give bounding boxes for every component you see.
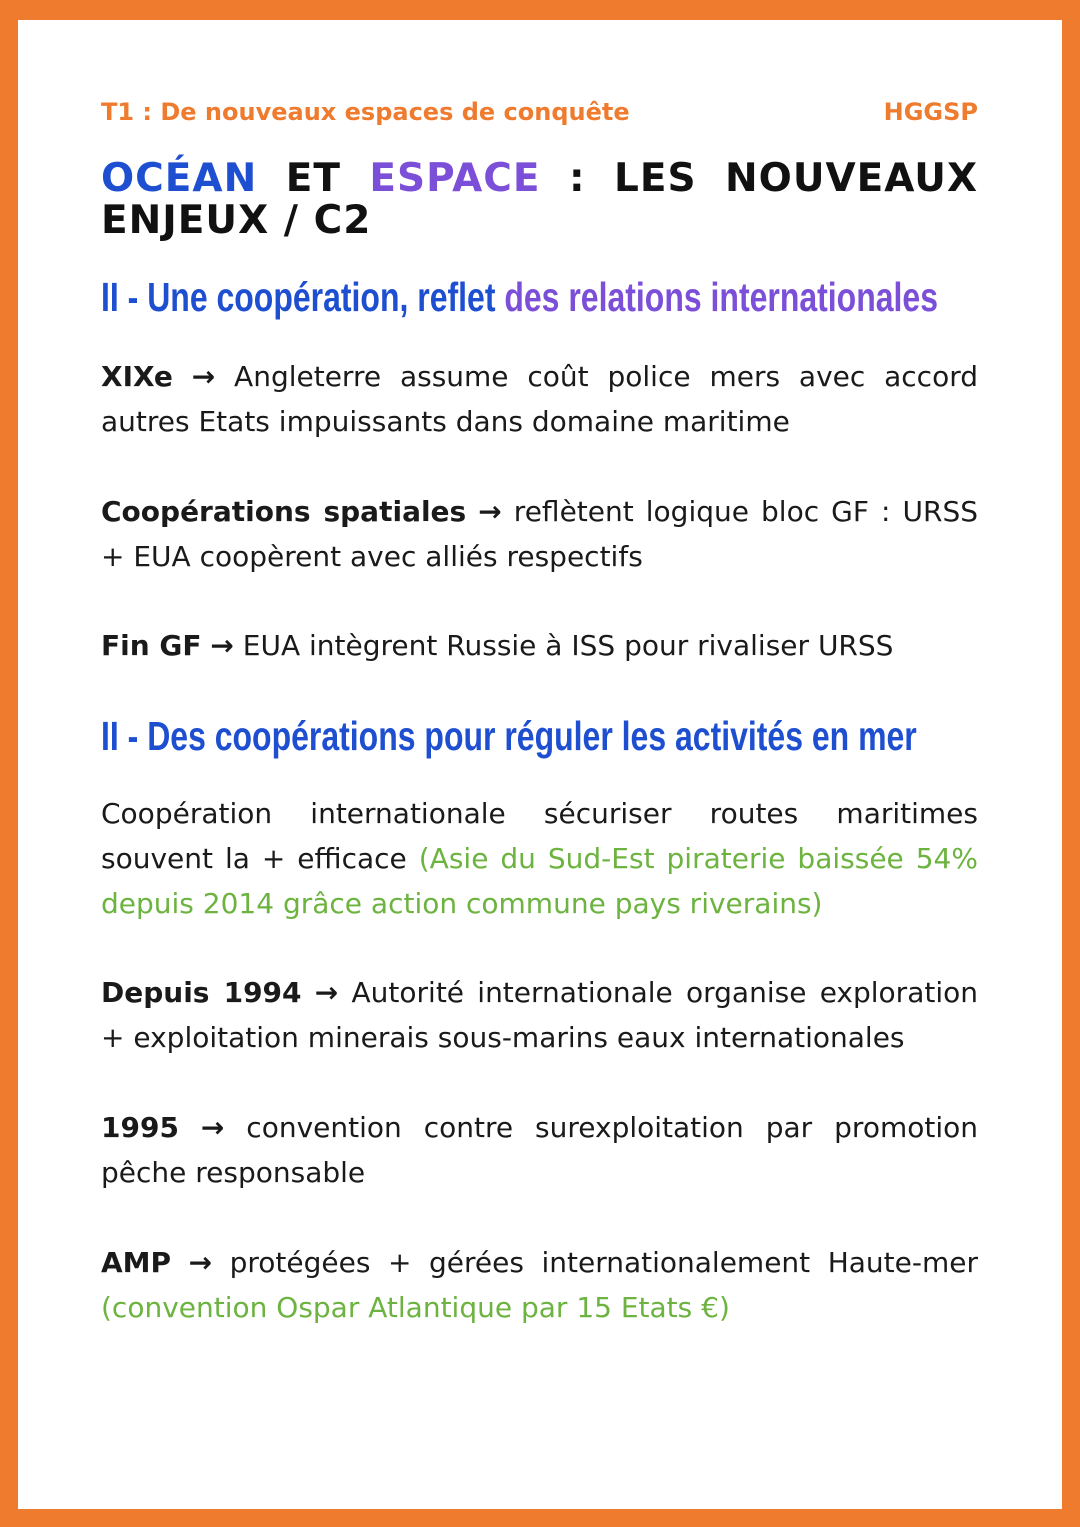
title-word-ocean: OCÉAN [101, 156, 258, 201]
paragraph-depuis-1994 [101, 970, 978, 1060]
paragraph-1995-text: convention contre surexploitation par promotion pêche responsable [101, 1111, 978, 1189]
arrow-icon: → [314, 976, 339, 1009]
paragraph-cooperations-key: Coopérations spatiales [101, 495, 467, 528]
title-line2: ENJEUX / C2 [101, 198, 372, 243]
title-word-espace: ESPACE [369, 156, 541, 201]
subject-label: HGGSP [883, 98, 978, 126]
paragraph-amp-text: protégées + gérées internationalement Haute-mer [212, 1246, 978, 1279]
arrow-icon: → [200, 1111, 225, 1144]
paragraph-fin-gf [101, 623, 978, 668]
paragraph-1994-text: Autorité internationale organise exploration + exploitation minerais sous-marins eaux internationales [101, 976, 978, 1054]
paragraph-xixe-text: Angleterre assume coût police mers avec accord autres Etats impuissants dans domaine maritime [101, 360, 978, 438]
paragraph-xixe [101, 354, 978, 444]
arrow-icon: → [210, 629, 234, 662]
arrow-icon: → [188, 1246, 213, 1279]
paragraph-xixe-key: XIXe [101, 360, 173, 393]
section-heading-2 [101, 713, 917, 760]
paragraph-1995 [101, 1105, 978, 1195]
section-1-part1: II - Une coopération, reflet [101, 274, 505, 320]
arrow-icon: → [478, 495, 502, 528]
paragraph-cooperations-text: reflètent logique bloc GF : URSS + EUA coopèrent avec alliés respectifs [101, 495, 979, 573]
paragraph-fin-gf-text: EUA intègrent Russie à ISS pour rivaliser URSS [233, 629, 894, 662]
arrow-icon: → [191, 360, 216, 393]
paragraph-cooperations-spatiales [101, 489, 978, 579]
title-word-et: ET [285, 156, 341, 201]
page-title [101, 158, 978, 242]
paragraph-cooperation-text: Coopération internationale sécuriser routes maritimes souvent la + efficace [101, 797, 978, 875]
section-2-text: II - Des coopérations pour réguler les activités en mer [101, 713, 917, 759]
section-heading-1 [101, 274, 938, 321]
paragraph-fin-gf-key: Fin GF [101, 629, 202, 662]
header-bar [101, 98, 978, 126]
section-1-part2: des relations internationales [504, 274, 939, 320]
paragraph-1995-key: 1995 [101, 1111, 179, 1144]
paragraph-amp [101, 1240, 978, 1330]
paragraph-1994-key: Depuis 1994 [101, 976, 302, 1009]
paragraph-amp-example: (convention Ospar Atlantique par 15 Etats €) [101, 1291, 730, 1324]
paragraph-cooperation-internationale [101, 791, 978, 926]
title-rest: : LES NOUVEAUX [569, 156, 979, 201]
theme-label: T1 : De nouveaux espaces de conquête [101, 98, 630, 126]
paragraph-cooperation-example: (Asie du Sud-Est piraterie baissée 54% depuis 2014 grâce action commune pays riverains) [101, 842, 978, 920]
paragraph-amp-key: AMP [101, 1246, 172, 1279]
